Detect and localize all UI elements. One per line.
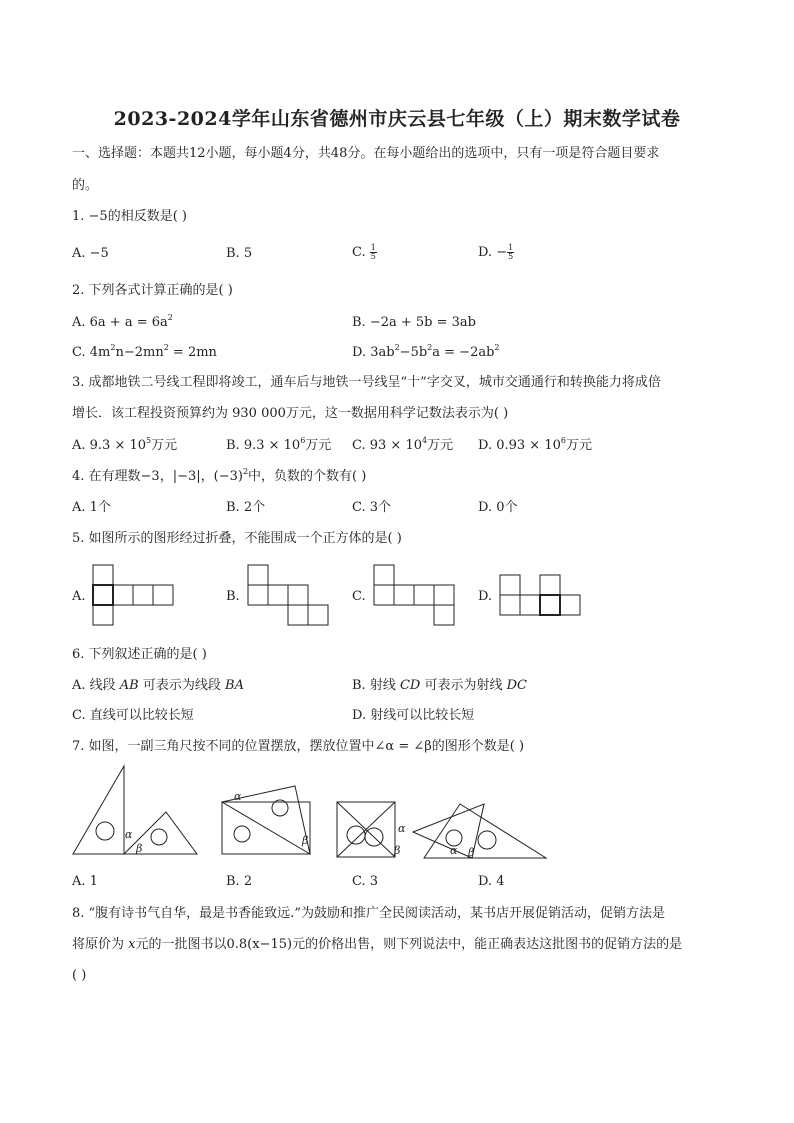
q1-option-b: B. 5: [226, 246, 253, 261]
q5-cube-net-d: [498, 574, 588, 618]
q3-stem-line1: 3. 成都地铁二号线工程即将竣工，通车后与地铁一号线呈“十”字交叉，城市交通通行和转换能力将成倍: [72, 375, 661, 390]
page-title: 2023-2024学年山东省德州市庆云县七年级（上）期末数学试卷: [113, 108, 681, 130]
q7-option-a: A. 1: [72, 874, 98, 889]
q8-stem-line3: ( ): [72, 968, 87, 983]
q1-stem: 1. −5的相反数是( ): [72, 209, 187, 224]
q7-option-d: D. 4: [478, 874, 505, 889]
q1-option-a: A. −5: [72, 246, 109, 261]
section-instruction-line2: 的。: [72, 178, 99, 193]
q2-option-d: D. $3ab^2-5b^2a = -2ab^2$: [352, 343, 500, 360]
q4-option-d: D. 0个: [478, 500, 518, 515]
q2-option-c: C. $4m^2n-2mn^2 = 2mn$: [72, 343, 217, 360]
q7-fig2-alpha: α: [234, 790, 242, 803]
q8-stem-line2: 将原价为 x元的一批图书以0.8(x−15)元的价格出售，则下列说法中，能正确表达这批图书的促销方法的是: [72, 937, 683, 952]
q4-stem: 4. 在有理数−3，|−3|，$(-3)^2$中，负数的个数有( ): [72, 467, 367, 484]
q5-stem: 5. 如图所示的图形经过折叠，不能围成一个正方体的是( ): [72, 531, 402, 546]
q5-option-a: A.: [72, 589, 86, 604]
q7-option-c: C. 3: [352, 874, 379, 889]
section-instruction-line1: 一、选择题：本题共12小题，每小题4分，共48分。在每小题给出的选项中，只有一项是符合题目要求: [72, 146, 660, 161]
q7-stem: 7. 如图，一副三角尺按不同的位置摆放，摆放位置中∠α = ∠β的图形个数是( ): [72, 739, 525, 754]
q5-option-c: C.: [352, 589, 366, 604]
q4-option-a: A. 1个: [72, 500, 111, 515]
q7-fig4-alpha: α: [450, 844, 458, 857]
q7-figure-2: [220, 784, 320, 859]
q5-cube-net-b: [246, 564, 336, 626]
q7-fig3-alpha: α: [398, 822, 406, 835]
q6-option-a: A. 线段 AB 可表示为线段 BA: [72, 678, 244, 693]
q7-fig4-beta: β: [468, 846, 475, 859]
q6-option-d: D. 射线可以比较长短: [352, 708, 475, 723]
q8-stem-line1: 8. “腹有诗书气自华，最是书香能致远.”为鼓励和推广全民阅读活动，某书店开展促销活动，促销方法是: [72, 906, 665, 921]
q1-d-fraction: $\frac{1}{5}$: [508, 243, 514, 261]
q7-figure-4: [412, 802, 552, 862]
q7-fig3-beta: β: [394, 844, 401, 857]
q7-fig2-beta: β: [302, 834, 309, 847]
q7-fig1-beta: β: [136, 842, 143, 855]
q7-option-b: B. 2: [226, 874, 253, 889]
q6-option-c: C. 直线可以比较长短: [72, 708, 194, 723]
q1-option-c: C. $\frac{1}{5}$: [352, 243, 376, 261]
q5-cube-net-c: [372, 564, 462, 626]
q2-option-a: A. $6a + a = 6a^2$: [72, 313, 173, 330]
q1-c-fraction: $\frac{1}{5}$: [370, 243, 376, 261]
q5-cube-net-a: [90, 564, 180, 626]
q2-option-b: B. −2a + 5b = 3ab: [352, 315, 476, 330]
q5-option-b: B.: [226, 589, 240, 604]
q5-option-d: D.: [478, 589, 493, 604]
q3-option-d: D. $0.93 \times 10^6$万元: [478, 436, 592, 453]
q6-option-b: B. 射线 CD 可表示为射线 DC: [352, 678, 527, 693]
q1-option-d: D. − $\frac{1}{5}$: [478, 243, 514, 261]
q6-stem: 6. 下列叙述正确的是( ): [72, 647, 207, 662]
q4-option-c: C. 3个: [352, 500, 392, 515]
q4-option-b: B. 2个: [226, 500, 266, 515]
q7-figure-1: [72, 764, 202, 859]
q2-stem: 2. 下列各式计算正确的是( ): [72, 283, 233, 298]
q3-option-c: C. $93 \times 10^4$万元: [352, 436, 454, 453]
q3-option-b: B. $9.3 \times 10^6$万元: [226, 436, 332, 453]
q3-option-a: A. $9.3 \times 10^5$万元: [72, 436, 178, 453]
q7-fig1-alpha: α: [125, 828, 133, 841]
q3-stem-line2: 增长．该工程投资预算约为 930 000万元，这一数据用科学记数法表示为( ): [72, 406, 509, 421]
